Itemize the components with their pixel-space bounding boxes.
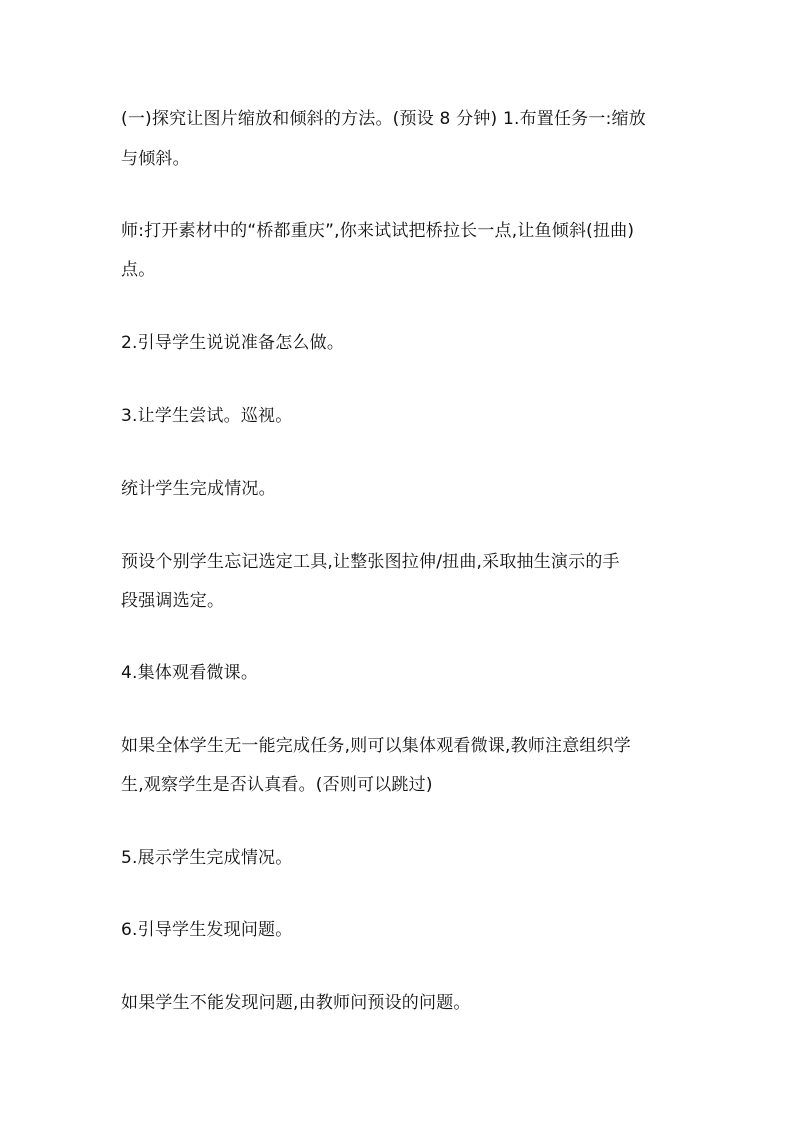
text-line: 统计学生完成情况。	[121, 479, 276, 499]
text-line: 段强调选定。	[121, 591, 225, 611]
text-line: (一)探究让图片缩放和倾斜的方法。(预设 8 分钟) 1.布置任务一:缩放	[121, 109, 646, 129]
text-line: 3.让学生尝试。巡视。	[121, 406, 293, 426]
text-line: 预设个别学生忘记选定工具,让整张图拉伸/扭曲,采取抽生演示的手	[121, 552, 620, 572]
text-line: 如果全体学生无一能完成任务,则可以集体观看微课,教师注意组织学	[121, 736, 632, 756]
text-line: 如果学生不能发现问题,由教师问预设的问题。	[121, 993, 471, 1013]
text-line: 6.引导学生发现问题。	[121, 920, 293, 940]
text-line: 4.集体观看微课。	[121, 663, 259, 683]
text-line: 2.引导学生说说准备怎么做。	[121, 333, 345, 353]
text-line: 点。	[121, 260, 156, 280]
text-line: 师:打开素材中的“桥都重庆”,你来试试把桥拉长一点,让鱼倾斜(扭曲)	[121, 221, 635, 241]
text-line: 与倾斜。	[121, 149, 190, 169]
text-line: 生,观察学生是否认真看。(否则可以跳过)	[121, 775, 433, 795]
text-line: 5.展示学生完成情况。	[121, 848, 293, 868]
